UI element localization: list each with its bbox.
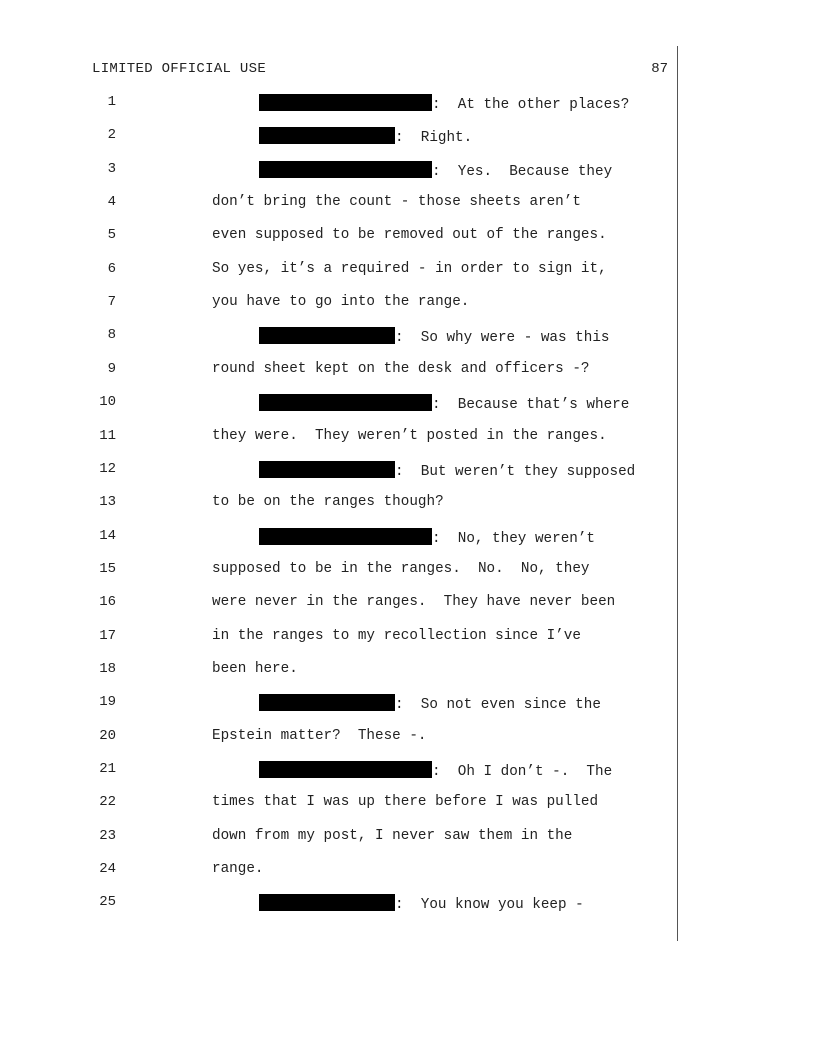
transcript-line [0,92,676,112]
transcript-line [0,159,676,179]
redaction-bar [259,94,432,111]
transcript-line [0,292,676,312]
line-content: range. [212,861,264,878]
line-number: 21 [99,761,116,777]
line-content: : But weren’t they supposed [395,463,636,480]
transcript-line [0,125,676,145]
line-text [212,361,590,377]
speaker-line [259,327,610,346]
line-number: 6 [107,260,116,277]
line-content: : No, they weren’t [432,530,596,547]
line-content: were never in the ranges. They have never been [212,594,616,611]
transcript-line [0,259,676,279]
speaker-line [259,894,584,913]
line-number: 10 [99,394,116,411]
transcript-line [0,426,676,446]
speaker-line [259,461,635,480]
line-content: : So why were - was this [395,330,610,347]
transcript-line [0,759,676,779]
speaker-line [259,528,595,547]
redaction-bar [259,894,395,911]
line-content: : Oh I don’t -. The [432,764,613,780]
line-text [212,261,607,277]
transcript-line [0,459,676,479]
transcript-line [0,826,676,846]
line-text [212,628,581,644]
line-number: 18 [99,660,116,677]
line-content: down from my post, I never saw them in the [212,827,573,844]
line-content: : At the other places? [432,97,630,113]
redaction-bar [259,694,395,711]
transcript-line [0,892,676,912]
transcript-line [0,592,676,612]
classification-header: LIMITED OFFICIAL USE [92,61,267,77]
line-content: in the ranges to my recollection since I’ve [212,627,581,644]
page-number: 87 [651,61,668,77]
line-number: 15 [99,560,116,577]
line-number: 9 [107,360,116,377]
line-number: 4 [107,194,116,211]
line-text [212,861,263,877]
line-content: round sheet kept on the desk and officers -? [212,360,590,377]
transcript-line [0,225,676,245]
redaction-bar [259,528,432,545]
redaction-bar [259,761,432,778]
line-number: 13 [99,494,116,511]
line-number: 7 [107,294,116,311]
line-number: 25 [99,894,116,911]
line-number: 8 [107,327,116,344]
transcript-line [0,492,676,512]
line-text [212,661,298,677]
redaction-bar [259,461,395,478]
line-content: don’t bring the count - those sheets aren’t [212,194,581,211]
line-content: to be on the ranges though? [212,494,444,511]
speaker-line [259,394,629,413]
line-number: 24 [99,861,116,878]
transcript-line [0,392,676,412]
right-margin-rule [677,46,678,941]
line-text [212,794,598,810]
speaker-line [259,161,612,180]
transcript-line [0,325,676,345]
line-number: 16 [99,594,116,611]
transcript-line [0,526,676,546]
line-content: even supposed to be removed out of the ranges. [212,227,607,244]
line-content: : Because that’s where [432,397,630,414]
line-number: 22 [99,794,116,811]
redaction-bar [259,394,432,411]
transcript-line [0,726,676,746]
transcript-line [0,792,676,812]
line-text [212,728,427,744]
line-content: times that I was up there before I was pulled [212,794,599,811]
line-content: So yes, it’s a required - in order to sign it, [212,260,607,277]
transcript-line [0,692,676,712]
transcript-line [0,859,676,879]
line-number: 5 [107,227,116,244]
line-number: 23 [99,827,116,844]
line-content: : Right. [395,130,473,147]
line-number: 20 [99,727,116,744]
line-content: : Yes. Because they [432,163,613,180]
line-number: 1 [107,94,116,110]
line-text [212,594,615,610]
line-text [212,561,590,577]
transcript-line [0,659,676,679]
speaker-line [259,694,601,713]
line-content: Epstein matter? These -. [212,727,427,744]
line-number: 2 [107,127,116,144]
line-number: 17 [99,627,116,644]
line-number: 12 [99,460,116,477]
redaction-bar [259,327,395,344]
redaction-bar [259,127,395,144]
line-number: 11 [99,427,116,444]
line-content: they were. They weren’t posted in the ranges. [212,427,607,444]
transcript-line [0,192,676,212]
line-number: 14 [99,527,116,544]
line-content: supposed to be in the ranges. No. No, they [212,560,590,577]
line-number: 3 [107,160,116,177]
line-content: been here. [212,660,298,677]
line-text [212,828,572,844]
line-text [212,227,607,243]
line-text [212,428,607,444]
speaker-line [259,761,612,780]
transcript-line [0,559,676,579]
speaker-line [259,127,472,146]
speaker-line [259,94,629,113]
line-content: you have to go into the range. [212,294,470,311]
line-text [212,294,469,310]
transcript-line [0,359,676,379]
line-content: : So not even since the [395,697,601,714]
line-content: : You know you keep - [395,897,584,914]
line-text [212,194,581,210]
transcript-line [0,626,676,646]
line-text [212,494,444,510]
redaction-bar [259,161,432,178]
line-number: 19 [99,694,116,711]
